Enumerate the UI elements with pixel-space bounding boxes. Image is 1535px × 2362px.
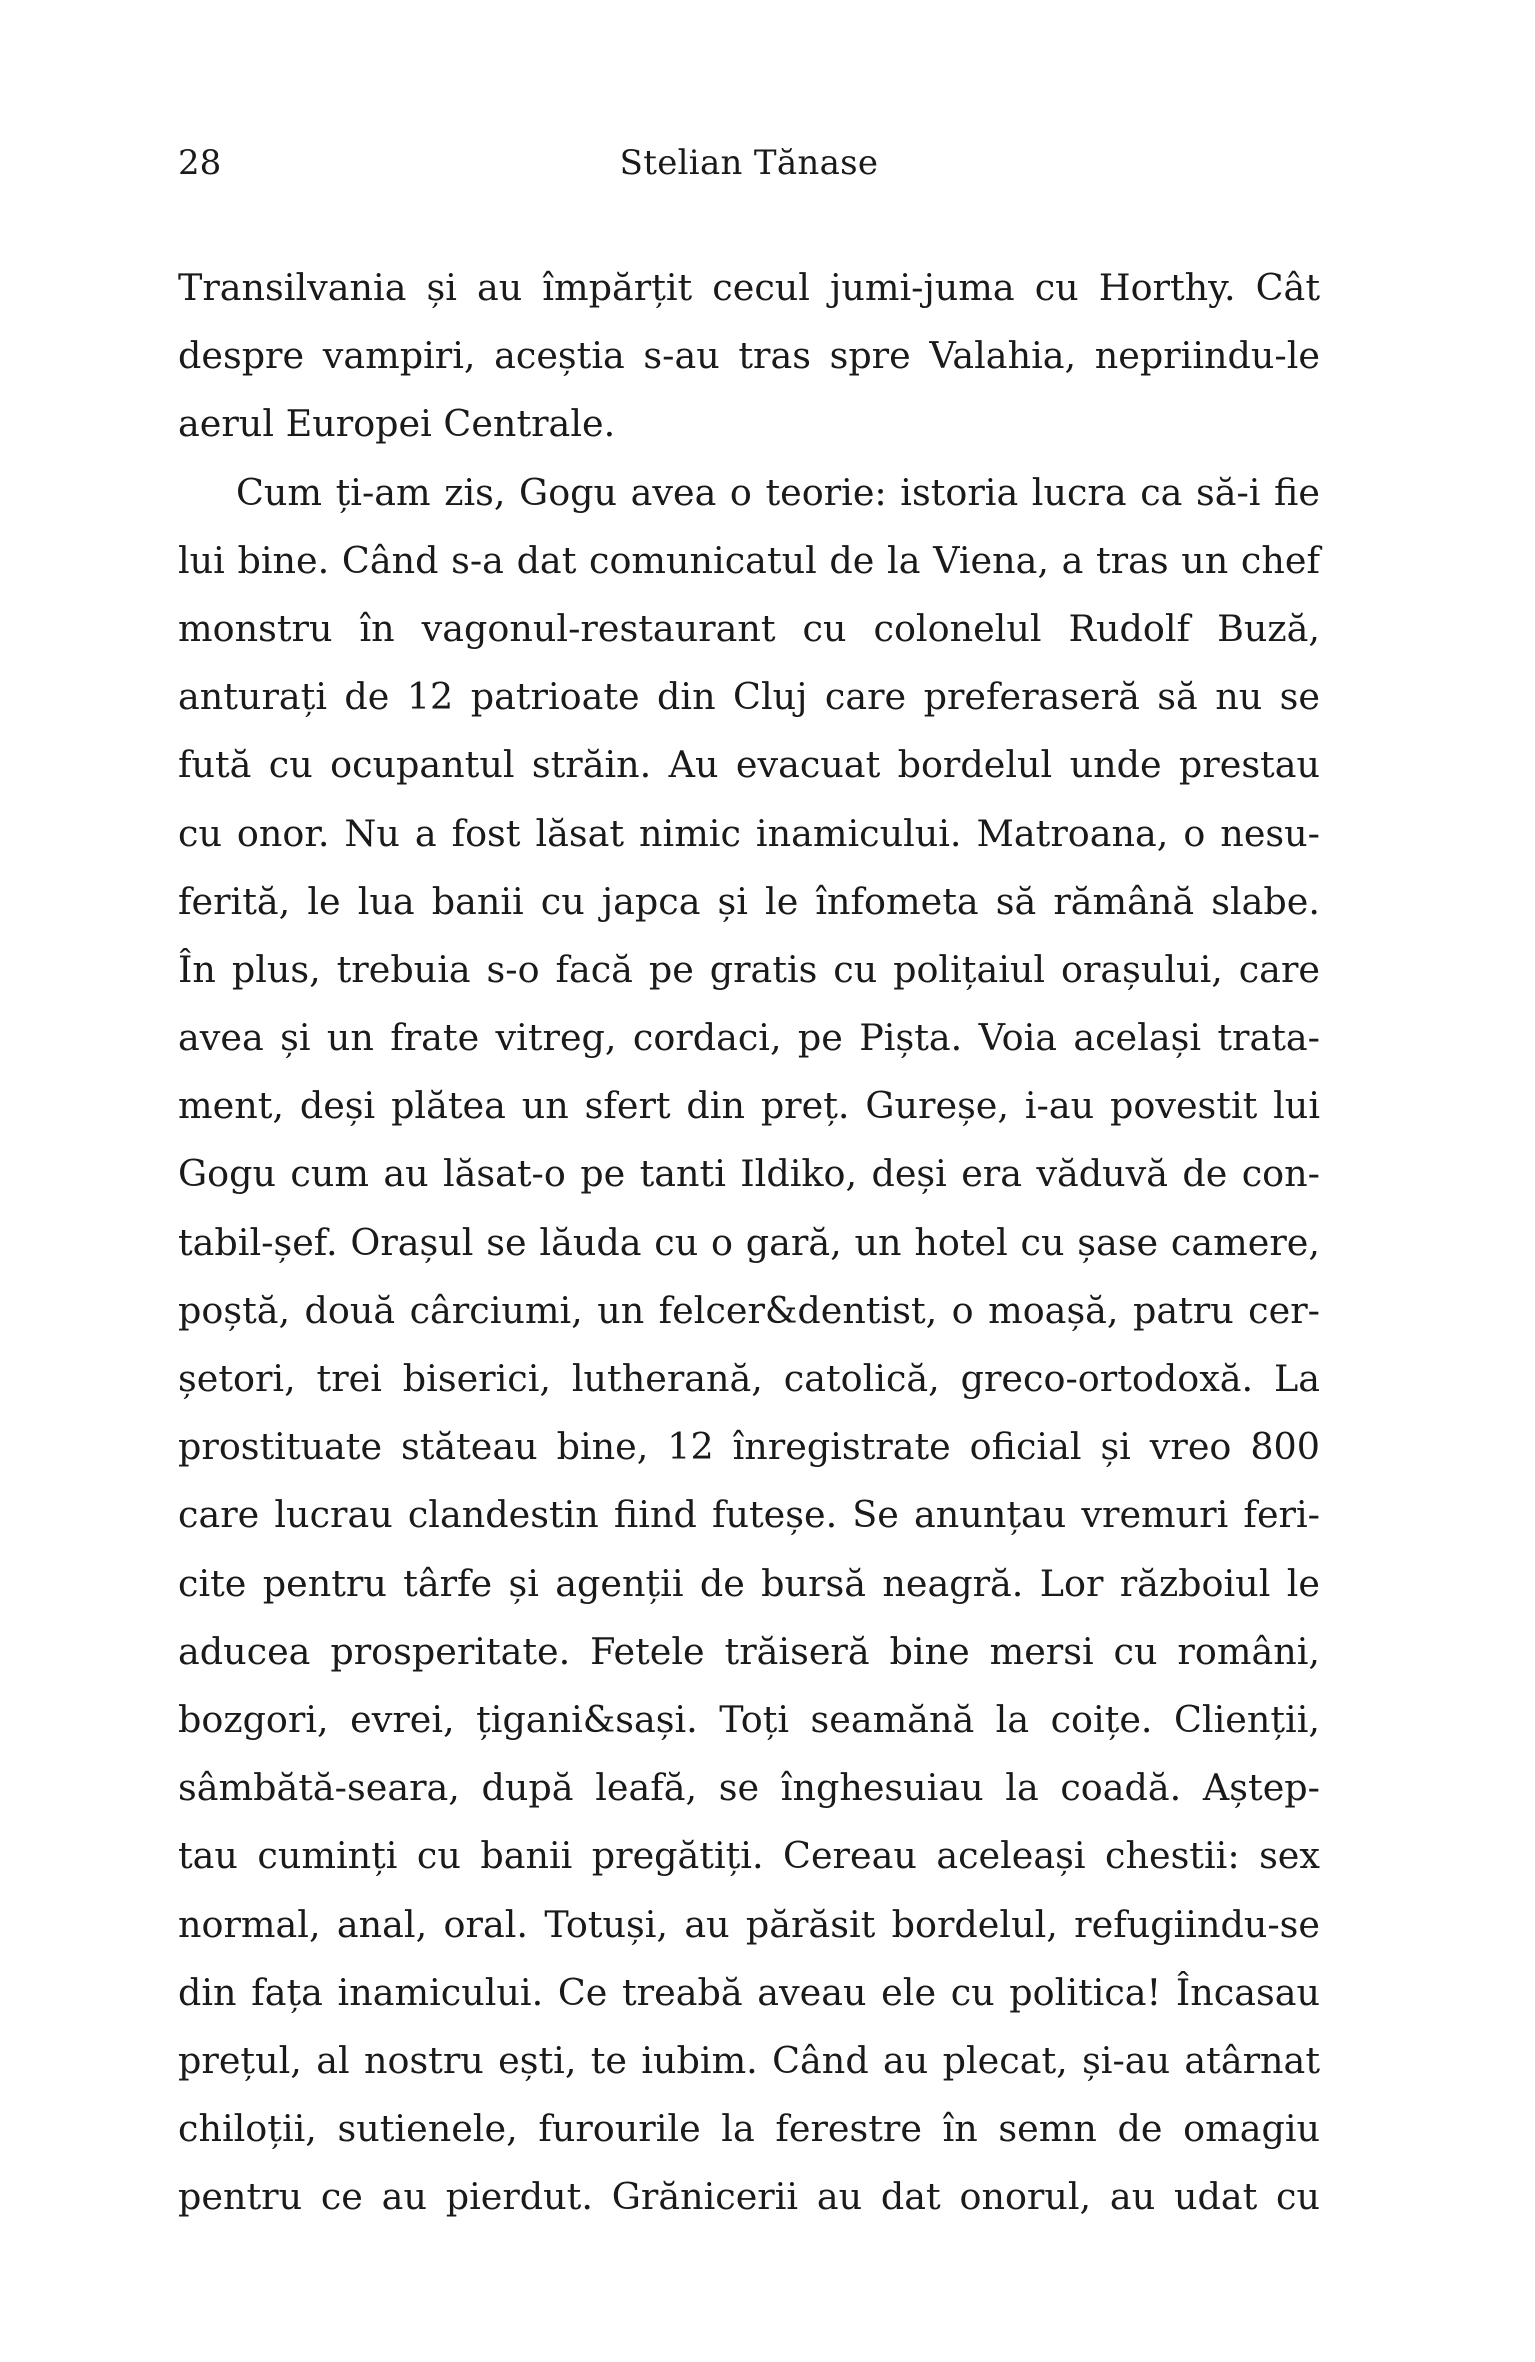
text-line: cu onor. Nu a fost lăsat nimic inamicului. Matroana, o nesu- [178,811,1320,855]
text-line: Gogu cum au lăsat-o pe tanti Ildiko, deși era văduvă de con- [178,1152,1320,1196]
text-line: poștă, două cârciumi, un felcer&dentist, o moașă, patru cer- [178,1288,1320,1332]
text-line: lui bine. Când s-a dat comunicatul de la Viena, a tras un chef [178,538,1320,582]
text-line: tabil-șef. Orașul se lăuda cu o gară, un hotel cu șase camere, [178,1220,1320,1264]
text-line: care lucrau clandestin fiind futeșe. Se anunțau vremuri feri- [178,1493,1320,1537]
text-line: monstru în vagonul-restaurant cu colonelul Rudolf Buză, [178,606,1320,650]
text-line: ferită, le lua banii cu japca și le înfometa să rămână slabe. [178,879,1320,923]
running-title: Stelian Tănase [619,143,879,183]
text-line: sâmbătă-seara, după leafă, se înghesuiau la coadă. Aștep- [178,1766,1320,1810]
paragraph-first-line: Cum ți-am zis, Gogu avea o teorie: istoria lucra ca să-i fie [236,470,1320,514]
text-line: fută cu ocupantul străin. Au evacuat bordelul unde prestau [178,743,1320,787]
text-line: Transilvania și au împărțit cecul jumi-juma cu Horthy. Cât [178,266,1320,309]
text-line: bozgori, evrei, țigani&sași. Toți seamănă la coițe. Clienții, [178,1697,1320,1741]
text-line: prostituate stăteau bine, 12 înregistrate oficial și vreo 800 [178,1425,1320,1469]
text-line: prețul, al nostru ești, te iubim. Când au plecat, și-au atârnat [178,2038,1320,2082]
text-line: aducea prosperitate. Fetele trăiseră bine mersi cu români, [178,1629,1320,1673]
text-line: normal, anal, oral. Totuși, au părăsit bordelul, refugiindu-se [178,1902,1320,1946]
text-line: tau cuminți cu banii pregătiți. Cereau aceleași chestii: sex [178,1834,1320,1878]
text-line: din fața inamicului. Ce treabă aveau ele cu politica! Încasau [178,1970,1320,2014]
text-line: despre vampiri, aceștia s-au tras spre Valahia, nepriindu-le [178,334,1320,378]
running-head [178,138,1320,188]
text-line: pentru ce au pierdut. Grănicerii au dat onorul, au udat cu [178,2175,1320,2219]
text-line: anturați de 12 patrioate din Cluj care preferaseră să nu se [178,675,1320,719]
text-line: ment, deși plătea un sfert din preț. Gureșe, i-au povestit lui [178,1084,1320,1128]
text-line: șetori, trei biserici, lutherană, catolică, greco-ortodoxă. La [178,1357,1320,1400]
page-number: 28 [178,143,222,183]
text-line: cite pentru târfe și agenții de bursă neagră. Lor războiul le [178,1561,1320,1605]
text-line: avea și un frate vitreg, cordaci, pe Pișta. Voia același trata- [178,1016,1320,1060]
text-line: aerul Europei Centrale. [178,402,616,446]
text-line: În plus, trebuia s-o facă pe gratis cu polițaiul orașului, care [178,947,1320,991]
body-text [178,254,1320,2231]
text-line: chiloții, sutienele, furourile la ferestre în semn de omagiu [178,2107,1320,2151]
